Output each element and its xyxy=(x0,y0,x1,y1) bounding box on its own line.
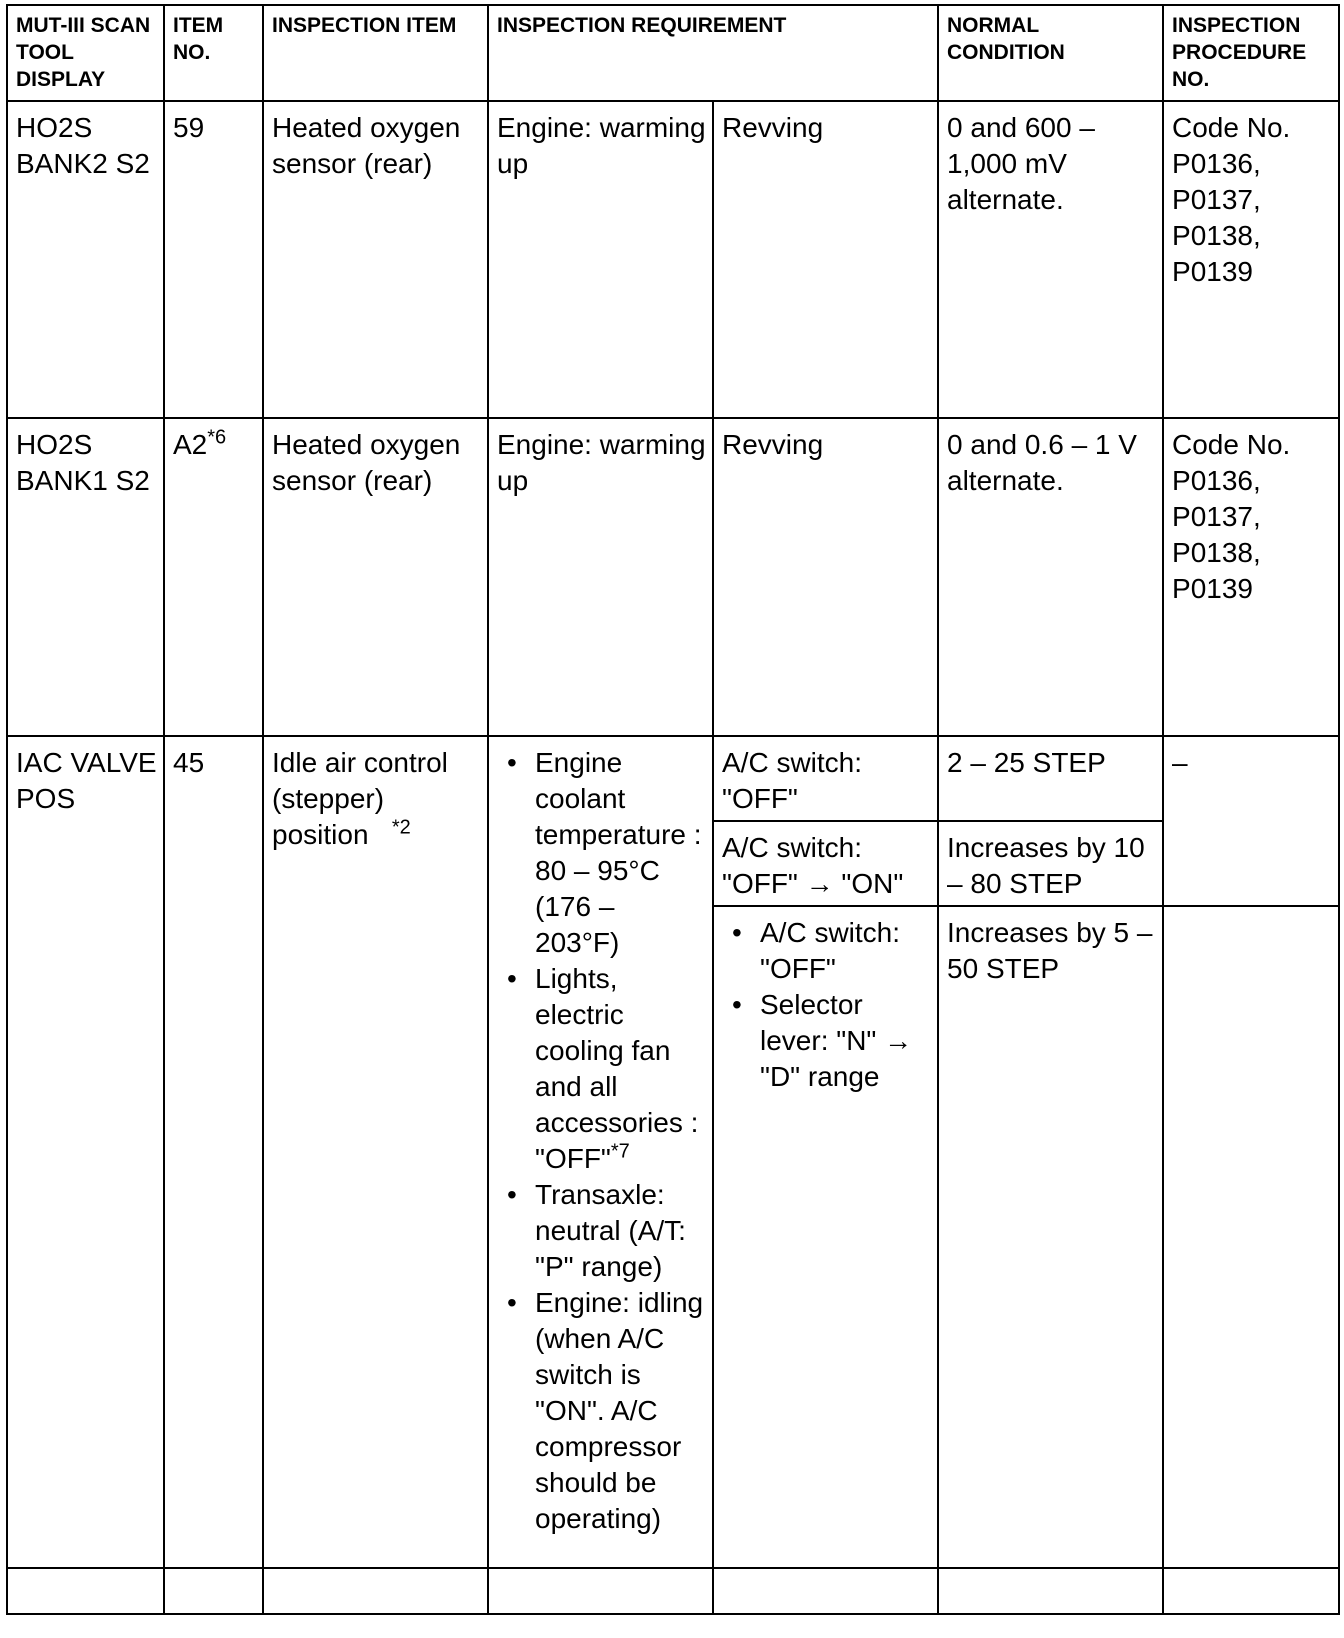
requirement-cell: Engine: warming up xyxy=(488,101,713,418)
procedure-cell: Code No. P0136, P0137, P0138, P0139 xyxy=(1163,418,1339,736)
inspection-item-cell: Heated oxygen sensor (rear) xyxy=(263,101,488,418)
footnote-ref: *7 xyxy=(610,1140,630,1163)
inspection-table xyxy=(6,4,1340,1615)
table-row xyxy=(7,736,1339,821)
normal-condition-cell: 2 – 25 STEP xyxy=(938,736,1163,821)
list-item: • Transaxle: neutral (A/T: "P" range) xyxy=(497,1177,706,1285)
normal-condition-cell: Increases by 10 – 80 STEP xyxy=(938,821,1163,906)
item-no-cell xyxy=(164,418,263,736)
condition-list xyxy=(722,915,931,1095)
procedure-cell: – xyxy=(1163,736,1339,906)
requirement-detail-cell: A/C switch: "OFF" → "ON" xyxy=(713,821,938,906)
list-item: • Selector lever: "N" → "D" range xyxy=(722,987,931,1095)
display-cell: HO2S BANK2 S2 xyxy=(7,101,164,418)
requirement-detail-cell xyxy=(713,906,938,1568)
list-item: • Engine: idling (when A/C switch is "ON". A/C compressor should be operating) xyxy=(497,1285,706,1537)
empty-cell xyxy=(488,1568,713,1614)
display-cell: IAC VALVE POS xyxy=(7,736,164,1568)
requirement-detail-cell: A/C switch: "OFF" xyxy=(713,736,938,821)
normal-condition-cell: 0 and 600 – 1,000 mV alternate. xyxy=(938,101,1163,418)
item-no: A2 xyxy=(173,429,208,460)
table-row xyxy=(7,418,1339,736)
header-normal-condition: NORMAL CONDITION xyxy=(938,5,1163,101)
condition-list xyxy=(497,745,706,1537)
normal-condition-cell: 0 and 0.6 – 1 V alternate. xyxy=(938,418,1163,736)
empty-cell xyxy=(938,1568,1163,1614)
inspection-item-text: Idle air control (stepper) position xyxy=(272,747,448,850)
footnote-ref: *2 xyxy=(391,816,411,839)
header-display: MUT-III SCAN TOOL DISPLAY xyxy=(7,5,164,101)
procedure-cell: Code No. P0136, P0137, P0138, P0139 xyxy=(1163,101,1339,418)
normal-condition-cell: Increases by 5 – 50 STEP xyxy=(938,906,1163,1568)
header-inspection-item: INSPECTION ITEM xyxy=(263,5,488,101)
inspection-item-cell xyxy=(263,736,488,1568)
item-no-cell: 45 xyxy=(164,736,263,1568)
requirement-cell: Engine: warming up xyxy=(488,418,713,736)
display-cell: HO2S BANK1 S2 xyxy=(7,418,164,736)
inspection-item-cell: Heated oxygen sensor (rear) xyxy=(263,418,488,736)
empty-cell xyxy=(7,1568,164,1614)
table-row-empty xyxy=(7,1568,1339,1614)
header-inspection-requirement: INSPECTION REQUIREMENT xyxy=(488,5,938,101)
empty-cell xyxy=(713,1568,938,1614)
list-item: • A/C switch: "OFF" xyxy=(722,915,931,987)
requirement-detail-cell: Revving xyxy=(713,418,938,736)
footnote-ref: *6 xyxy=(207,426,227,449)
requirement-conditions-cell xyxy=(488,736,713,1568)
procedure-cell-empty xyxy=(1163,906,1339,1568)
empty-cell xyxy=(164,1568,263,1614)
list-item: • Engine coolant temperature : 80 – 95°C (176 – 203°F) xyxy=(497,745,706,961)
header-procedure-no: INSPECTION PROCEDURE NO. xyxy=(1163,5,1339,101)
item-no-cell: 59 xyxy=(164,101,263,418)
requirement-detail-cell: Revving xyxy=(713,101,938,418)
table-row xyxy=(7,101,1339,418)
header-row xyxy=(7,5,1339,101)
header-item-no: ITEM NO. xyxy=(164,5,263,101)
empty-cell xyxy=(263,1568,488,1614)
list-item: • Lights, electric cooling fan and all accessories : "OFF"$^{*7}$ xyxy=(497,961,706,1177)
empty-cell xyxy=(1163,1568,1339,1614)
